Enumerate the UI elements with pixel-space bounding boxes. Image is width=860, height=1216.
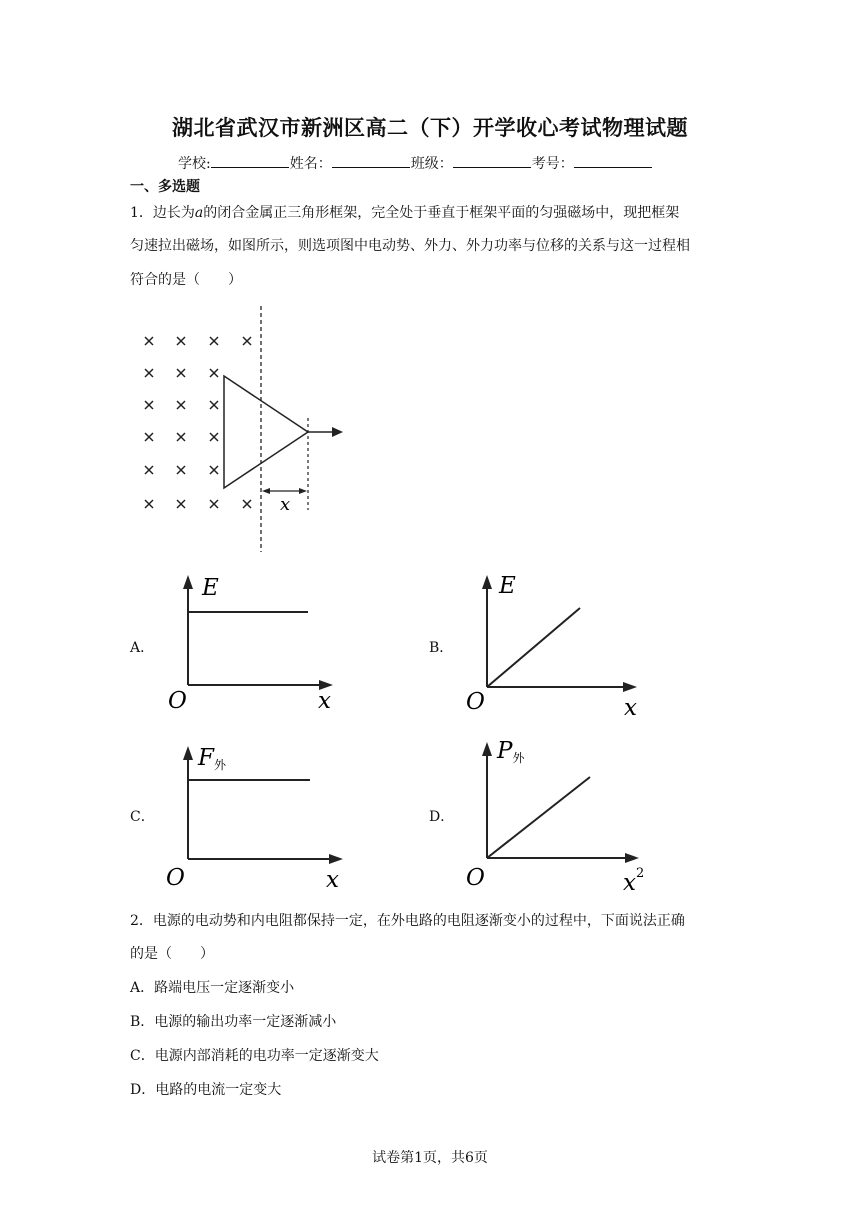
field-cross — [243, 337, 251, 345]
option-d-graph — [457, 730, 657, 895]
y-axis-label: E — [499, 573, 516, 599]
question-2-option-c: C．电源内部消耗的电功率一定逐渐变大 — [130, 1048, 379, 1064]
section-heading: 一、多选题 — [130, 179, 200, 195]
y-axis-arrow — [183, 746, 193, 760]
x-axis-label: $x^2$ — [623, 866, 645, 895]
question-2-line-1: 2．电源的电动势和内电阻都保持一定，在外电路的电阻逐渐变小的过程中，下面说法正确 — [130, 913, 685, 929]
field-cross — [145, 466, 153, 474]
displacement-label: x — [280, 494, 291, 515]
x-axis-arrow — [625, 853, 639, 863]
field-cross — [177, 500, 185, 508]
x-axis-label: x — [326, 867, 339, 892]
y-axis-label: E — [202, 575, 219, 601]
x-axis-arrow — [329, 854, 343, 864]
class-label: 班级： — [410, 156, 453, 172]
magnetic-field-crosses — [145, 337, 251, 508]
school-label: 学校: — [178, 156, 211, 172]
option-c-label: C． — [130, 809, 155, 825]
student-info-line — [178, 153, 653, 173]
option-b-graph — [457, 565, 657, 720]
question-2-option-b: B．电源的输出功率一定逐渐减小 — [130, 1014, 337, 1030]
name-blank — [332, 155, 410, 168]
question-1-line-3: 符合的是（ ） — [130, 272, 242, 288]
q1-variable: a — [194, 205, 204, 221]
option-d-label: D． — [429, 809, 455, 825]
school-blank — [211, 155, 289, 168]
graph-line — [487, 608, 580, 687]
field-cross — [145, 337, 153, 345]
field-cross — [177, 466, 185, 474]
field-cross — [145, 433, 153, 441]
displacement-arrow-left — [262, 488, 270, 494]
y-axis-arrow — [183, 575, 193, 589]
field-cross — [210, 466, 218, 474]
question-1-line-1 — [130, 197, 740, 229]
triangle-frame — [224, 376, 308, 488]
y-axis-label: F外 — [198, 745, 226, 772]
field-cross — [177, 433, 185, 441]
field-cross — [210, 369, 218, 377]
field-cross — [210, 337, 218, 345]
class-blank — [453, 155, 531, 168]
field-cross — [177, 369, 185, 377]
origin-label: O — [466, 865, 485, 891]
question-2-line-2: 的是（ ） — [130, 946, 214, 962]
origin-label: O — [466, 689, 485, 715]
name-label: 姓名： — [289, 156, 332, 172]
graph-line — [487, 777, 590, 858]
question-2-option-a: A．路端电压一定逐渐变小 — [130, 980, 295, 996]
y-axis-label: P外 — [497, 738, 525, 765]
field-cross — [145, 369, 153, 377]
velocity-arrow-head — [332, 427, 343, 437]
q1-text-b: 的闭合金属正三角形框架，完全处于垂直于框架平面的匀强磁场中，现把框架 — [203, 205, 680, 221]
field-cross — [145, 500, 153, 508]
option-a-label: A． — [130, 640, 155, 656]
field-cross — [210, 500, 218, 508]
option-a-graph — [158, 565, 348, 715]
field-cross — [177, 337, 185, 345]
page-footer: 试卷第1页，共6页 — [372, 1150, 488, 1166]
exam-number-blank — [574, 155, 652, 168]
x-axis-arrow — [623, 682, 637, 692]
field-cross — [243, 500, 251, 508]
option-c-graph — [158, 732, 358, 892]
field-cross — [210, 433, 218, 441]
question-1-line-2: 匀速拉出磁场，如图所示，则选项图中电动势、外力、外力功率与位移的关系与这一过程相 — [130, 238, 690, 254]
origin-label: O — [166, 865, 185, 891]
q1-text-a: 1．边长为 — [130, 205, 195, 221]
origin-label: O — [168, 688, 187, 714]
question-2-option-d: D．电路的电流一定变大 — [130, 1082, 282, 1098]
exam-number-label: 考号： — [531, 156, 574, 172]
option-b-label: B． — [429, 640, 454, 656]
x-axis-label: x — [318, 688, 331, 714]
x-axis-label: x — [624, 695, 637, 720]
magnetic-field-figure — [130, 300, 370, 560]
displacement-arrow-right — [299, 488, 307, 494]
page-title: 湖北省武汉市新洲区高二（下）开学收心考试物理试题 — [172, 116, 688, 140]
field-cross — [145, 401, 153, 409]
y-axis-arrow — [482, 575, 492, 589]
field-cross — [177, 401, 185, 409]
field-cross — [210, 401, 218, 409]
y-axis-arrow — [482, 742, 492, 756]
